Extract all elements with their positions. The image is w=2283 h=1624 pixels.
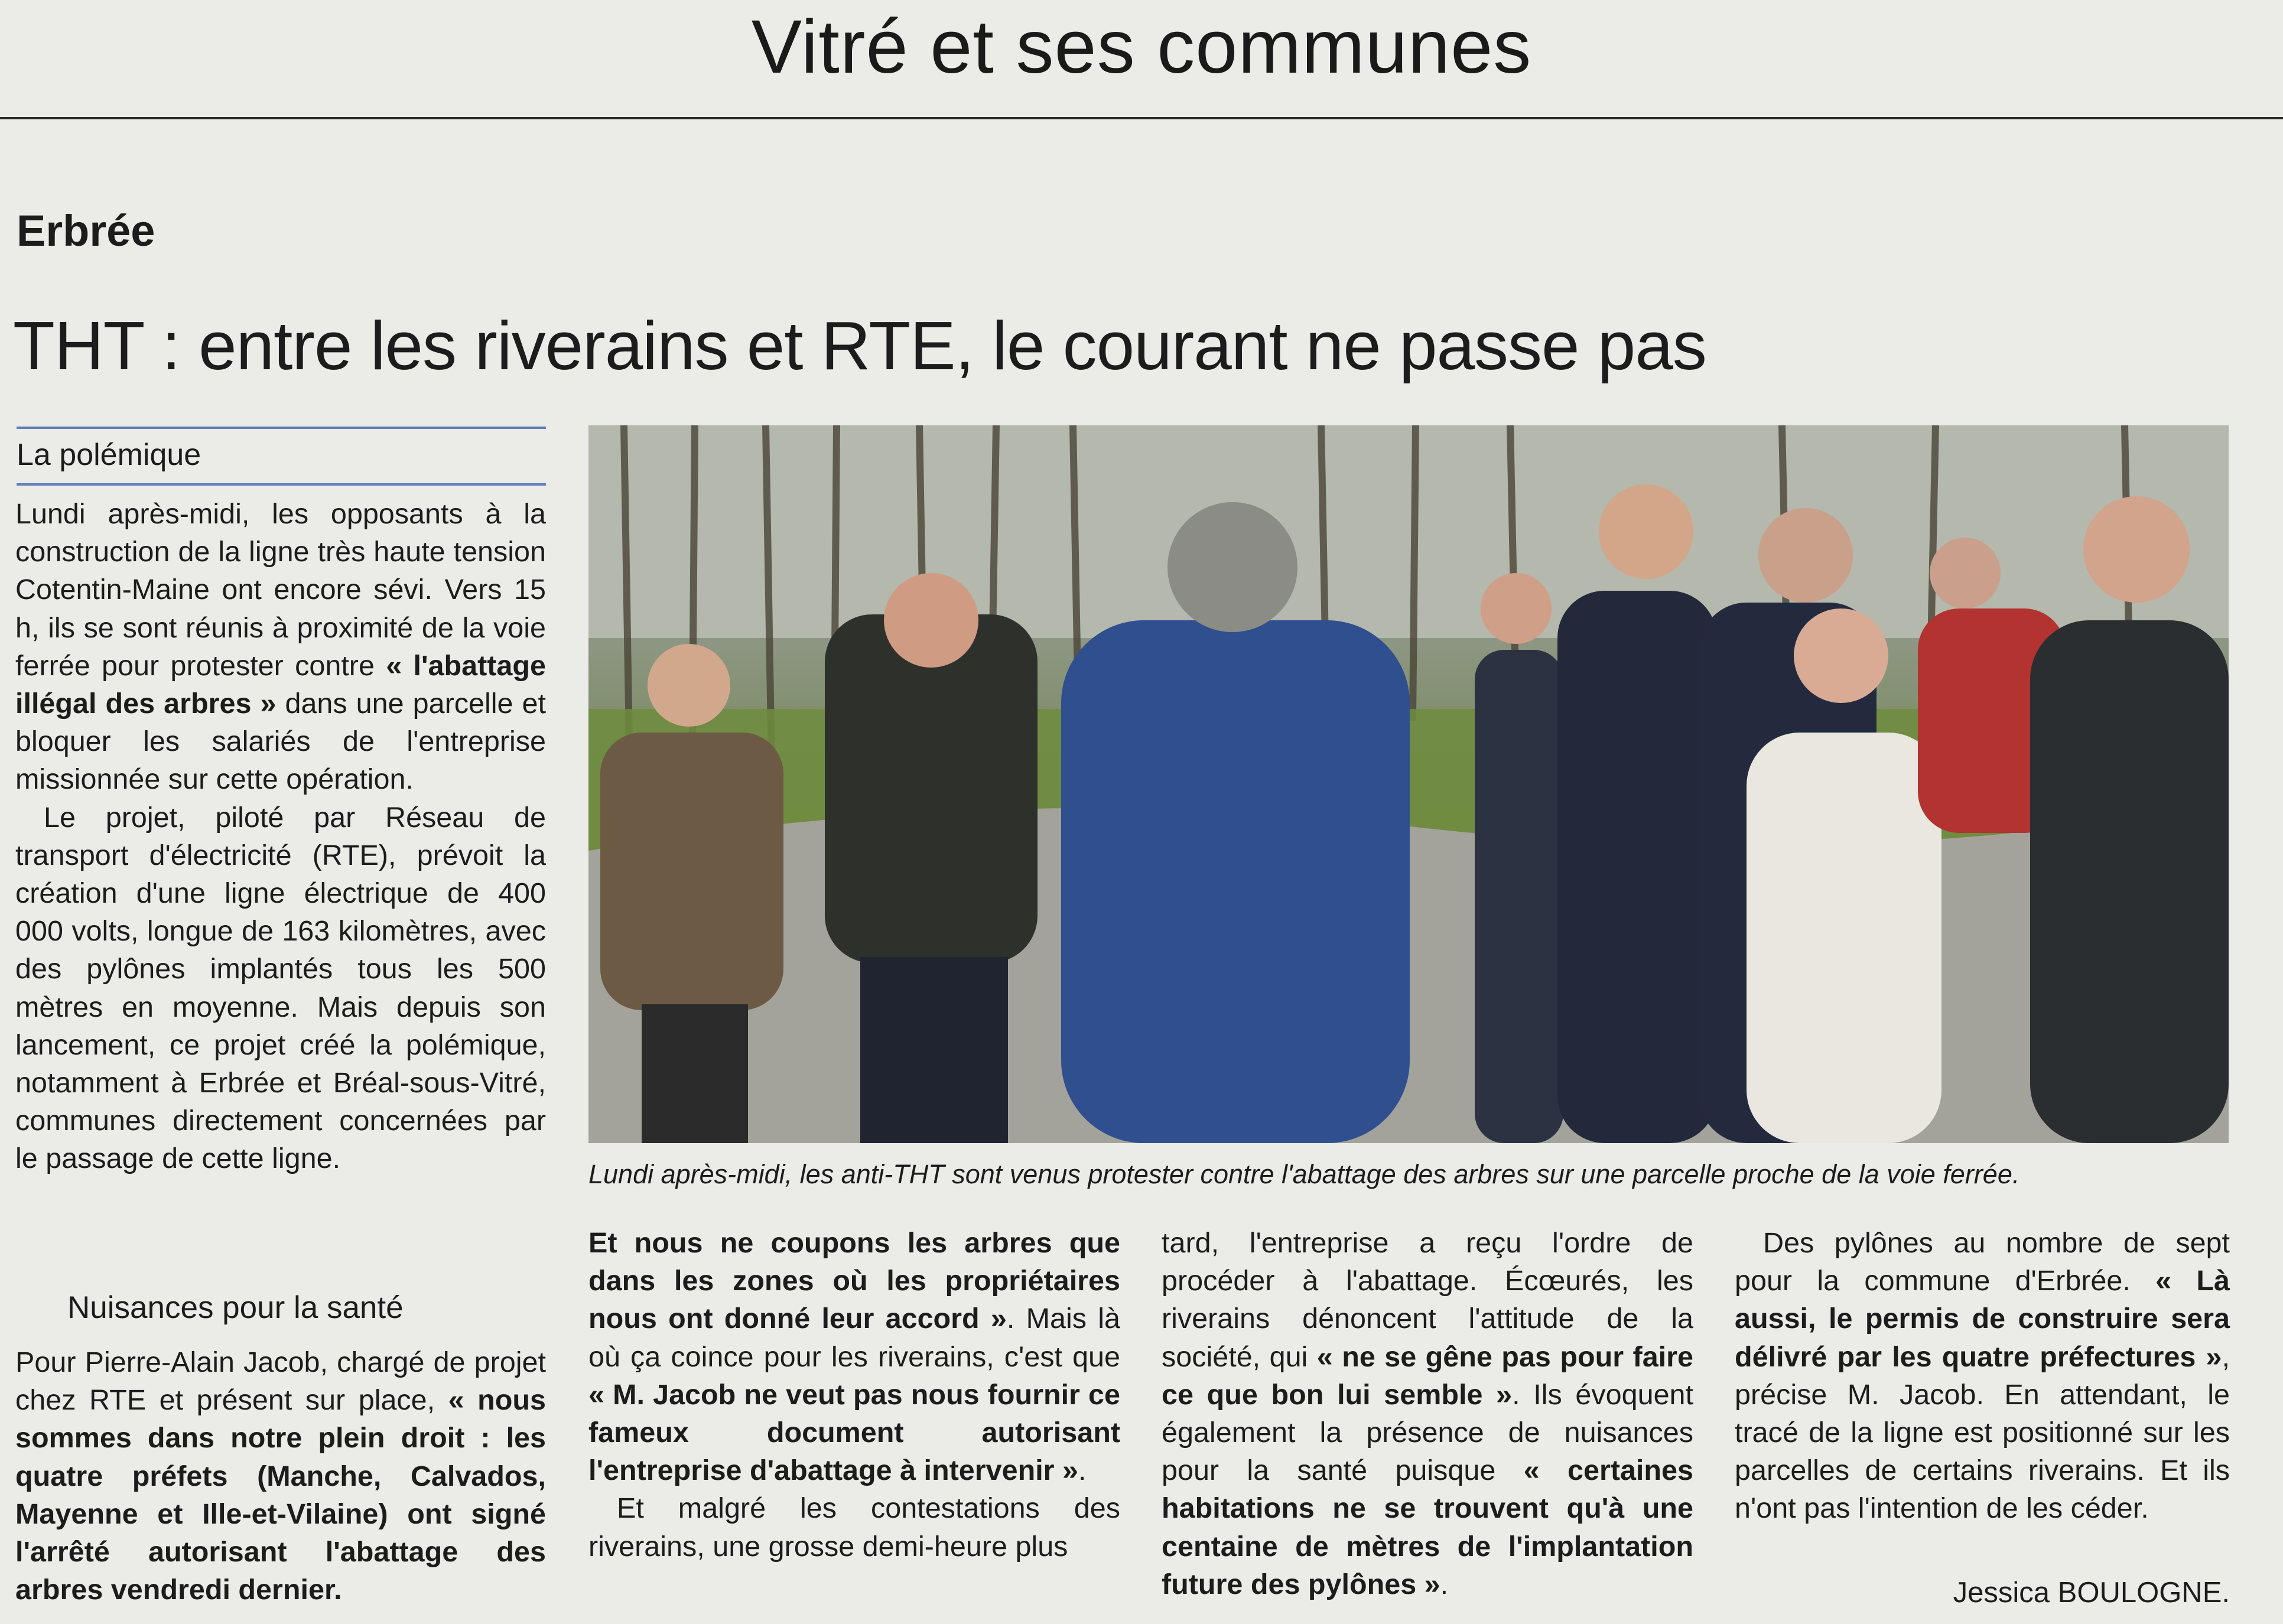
col3-paragraph-1 [1162,1224,1693,1603]
section-label: La polémique [17,438,201,472]
header-rule [0,117,2283,119]
col4-p1-text: Des pylônes au nombre de sept pour la commune d'Erbrée. [1735,1227,2230,1297]
col4-paragraph-1 [1735,1224,2230,1528]
col3-p1-quote-2: « certaines habitations ne se trouvent qu'à une centaine de mètres de l'implantation future des pylônes » [1162,1454,1693,1600]
col2-p1-quote: Et nous ne coupons les arbres que dans les zones où les propriétaires nous ont donné leur accord » [588,1227,1120,1335]
group-of-protesters-outdoors-photo [588,425,2229,1143]
label-rule-bottom [17,483,546,486]
label-rule-top [17,427,546,429]
col3-p1-text-2: . Ils évoquent également la présence de nuisances pour la santé puisque [1162,1378,1693,1487]
col2-paragraph-2: Et malgré les contestations des riverains, une grosse demi-heure plus [588,1492,1120,1563]
column-1 [15,495,546,1178]
col2-p1-text: . Mais là où ça coince pour les riverains, c'est que [588,1303,1120,1373]
column-1-continued [15,1343,546,1609]
photo-caption: Lundi après-midi, les anti-THT sont venus protester contre l'abattage des arbres sur une parcelle proche de la voie ferrée. [588,1159,2020,1189]
col3-p1-end: . [1440,1568,1449,1600]
col3-p1-text: tard, l'entreprise a reçu l'ordre de procéder à l'abattage. Écœurés, les riverains dénoncent l'attitude de la société, qui [1162,1227,1693,1373]
byline: Jessica BOULOGNE. [1953,1577,2230,1609]
kicker-location: Erbrée [17,206,155,255]
column-2 [588,1224,1120,1566]
headline: THT : entre les riverains et RTE, le courant ne passe pas [13,307,1706,384]
col1-p3-text: Pour Pierre-Alain Jacob, chargé de projet chez RTE et présent sur place, [15,1346,546,1417]
col1-paragraph-1 [15,495,546,799]
column-4 [1735,1224,2230,1528]
col2-paragraph-1 [588,1224,1120,1489]
col2-p1-quote-2: « M. Jacob ne veut pas nous fournir ce fameux document autorisant l'entreprise d'abattage à intervenir » [588,1378,1120,1487]
col1-p3-quote: « nous sommes dans notre plein droit : les quatre préfets (Manche, Calvados, Mayenne et Ille-et-Vilaine) ont signé l'arrêté autorisant l'abattage des arbres vendredi dernier. [15,1384,546,1606]
col2-p1-end: . [1078,1454,1087,1487]
column-3 [1162,1224,1693,1603]
col3-p1-quote: « ne se gêne pas pour faire ce que bon lui semble » [1162,1340,1693,1411]
col1-p1-text-end: dans une parcelle et bloquer les salariés de l'entreprise missionnée sur cette opération. [15,688,546,796]
subhead: Nuisances pour la santé [67,1290,404,1325]
section-header: Vitré et ses communes [751,5,1532,89]
photo-illustration [588,425,2229,1143]
col4-p1-quote: « Là aussi, le permis de construire sera délivré par les quatre préfectures » [1735,1265,2230,1373]
col1-paragraph-3 [15,1343,546,1609]
col1-p1-quote: « l'abattage illégal des arbres » [15,649,546,720]
col1-paragraph-2: Le projet, piloté par Réseau de transport d'électricité (RTE), prévoit la création d'une ligne électrique de 400 000 volts, longue de 163 kilomètres, avec des pylônes implantés tous les 500 mètres en moyenne. Mais depuis son lancement, ce projet créé la polémique, notamment à Erbrée et Bréal-sous-Vitré, communes directement concernées par le passage de cette ligne. [15,801,546,1175]
col4-p1-text-2: , précise M. Jacob. En attendant, le tracé de la ligne est positionné sur les parcelles de certains riverains. Et ils n'ont pas l'intention de les céder. [1735,1340,2230,1525]
col1-p1-text: Lundi après-midi, les opposants à la construction de la ligne très haute tension Cotentin-Maine ont encore sévi. Vers 15 h, ils se sont réunis à proximité de la voie ferrée pour protester contre [15,498,546,682]
